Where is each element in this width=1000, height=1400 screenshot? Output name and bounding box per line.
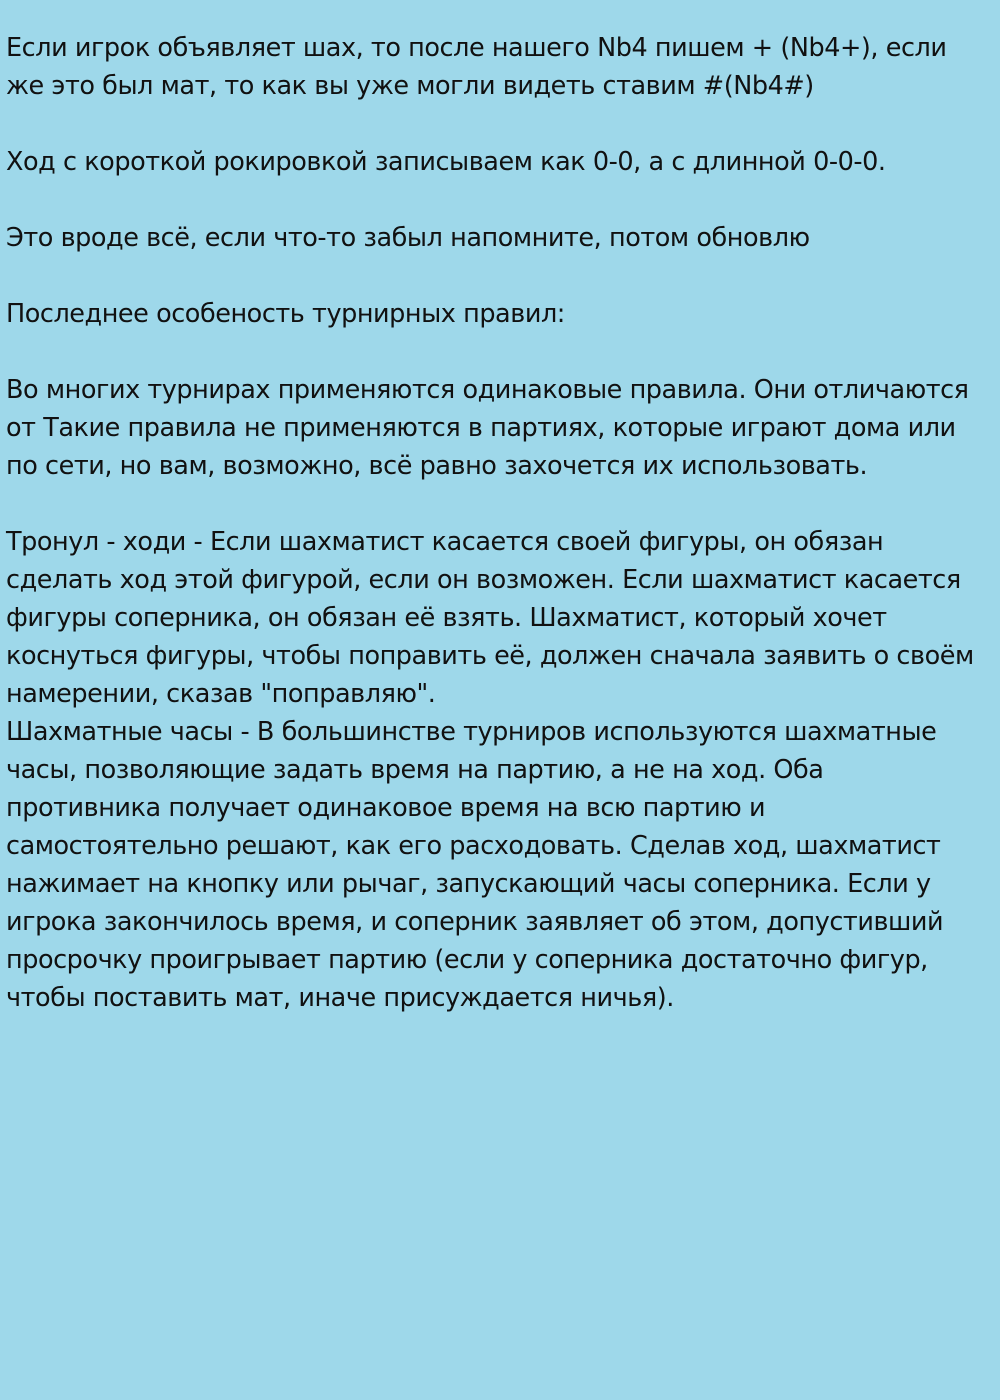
paragraph-tournament-rules-intro: Во многих турнирах применяются одинаковые правила. Они отличаются от Такие правила не применяются в партиях, которые играют дома или по сети, но вам, возможно, всё равно захочется их использовать. — [6, 375, 969, 481]
paragraph-chess-clock-rule: Шахматные часы - В большинстве турниров используются шахматные часы, позволяющие задать время на партию, а не на ход. Оба противника получает одинаковое время на всю партию и самостоятельно решают, как его расходовать. Сделав ход, шахматист нажимает на кнопку или рычаг, запускающий часы соперника. Если у игрока закончилось время, и соперник заявляет об этом, допустивший просрочку проигрывает партию (если у соперника достаточно фигур, чтобы поставить мат, иначе присуждается ничья). — [6, 717, 944, 1013]
paragraph-castling-notation: Ход с короткой рокировкой записываем как 0-0, а с длинной 0-0-0. — [6, 147, 886, 177]
paragraph-update-note: Это вроде всё, если что-то забыл напомните, потом обновлю — [6, 223, 810, 253]
paragraph-check-notation: Если игрок объявляет шах, то после нашего Nb4 пишем + (Nb4+), если же это был мат, то как вы уже могли видеть ставим #(Nb4#) — [6, 33, 947, 101]
paragraph-tournament-rules-heading: Последнее особеность турнирных правил: — [6, 299, 565, 329]
paragraph-touch-move-rule: Тронул - ходи - Если шахматист касается своей фигуры, он обязан сделать ход этой фигурой, если он возможен. Если шахматист касается фигуры соперника, он обязан её взять. Шахматист, который хочет коснуться фигуры, чтобы поправить её, должен сначала заявить о своём намерении, сказав "поправляю". — [6, 527, 974, 709]
